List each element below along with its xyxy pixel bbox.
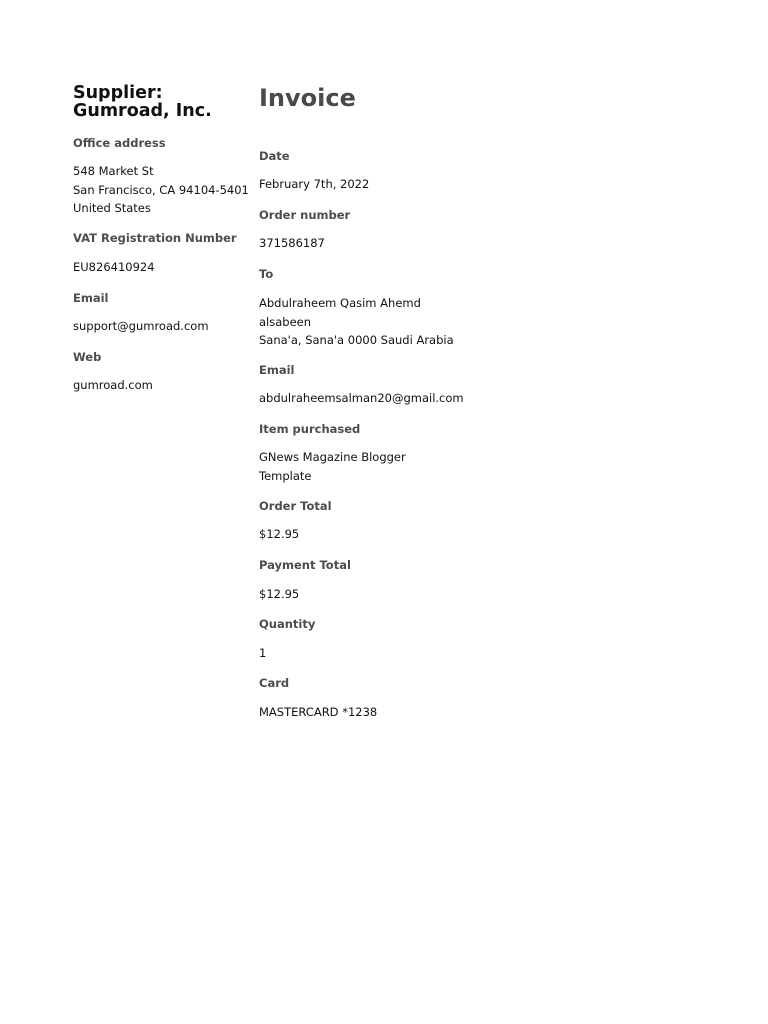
date-value: February 7th, 2022 — [259, 177, 370, 191]
date-label: Date — [259, 149, 290, 163]
supplier-title-line2: Gumroad, Inc. — [73, 101, 212, 121]
office-address-label: Office address — [73, 136, 166, 150]
card-label: Card — [259, 676, 290, 690]
card-value: MASTERCARD *1238 — [259, 705, 378, 719]
vat-label: VAT Registration Number — [73, 231, 237, 245]
item-line2: Template — [259, 468, 312, 483]
supplier-email-value: support@gumroad.com — [73, 319, 209, 333]
payment-total-label: Payment Total — [259, 558, 351, 572]
order-number-label: Order number — [259, 208, 351, 222]
item-line1: GNews Magazine Blogger — [259, 450, 406, 464]
order-number-value: 371586187 — [259, 236, 325, 250]
vat-value: EU826410924 — [73, 260, 155, 274]
quantity-value: 1 — [259, 646, 267, 660]
web-label: Web — [73, 350, 102, 364]
recipient-block — [259, 294, 454, 350]
invoice-title: Invoice — [259, 84, 356, 112]
item-purchased-value — [259, 448, 406, 485]
recipient-name-line1: Abdulraheem Qasim Ahemd — [259, 296, 421, 310]
office-address — [73, 162, 249, 218]
recipient-name-line2: alsabeen — [259, 314, 312, 329]
supplier-email-label: Email — [73, 291, 109, 305]
supplier-title-line1: Supplier: — [73, 83, 163, 103]
quantity-label: Quantity — [259, 617, 316, 631]
recipient-email-value: abdulraheemsalman20@gmail.com — [259, 391, 464, 405]
address-line3: United States — [73, 201, 151, 215]
order-total-value: $12.95 — [259, 527, 300, 541]
recipient-email-label: Email — [259, 363, 295, 377]
web-value: gumroad.com — [73, 378, 153, 392]
to-label: To — [259, 267, 274, 281]
item-purchased-label: Item purchased — [259, 422, 361, 436]
address-line1: 548 Market St — [73, 164, 154, 178]
payment-total-value: $12.95 — [259, 587, 300, 601]
order-total-label: Order Total — [259, 499, 332, 513]
supplier-title — [73, 84, 212, 120]
recipient-address: Sana'a, Sana'a 0000 Saudi Arabia — [259, 333, 454, 347]
address-line2: San Francisco, CA 94104-5401 — [73, 182, 249, 197]
